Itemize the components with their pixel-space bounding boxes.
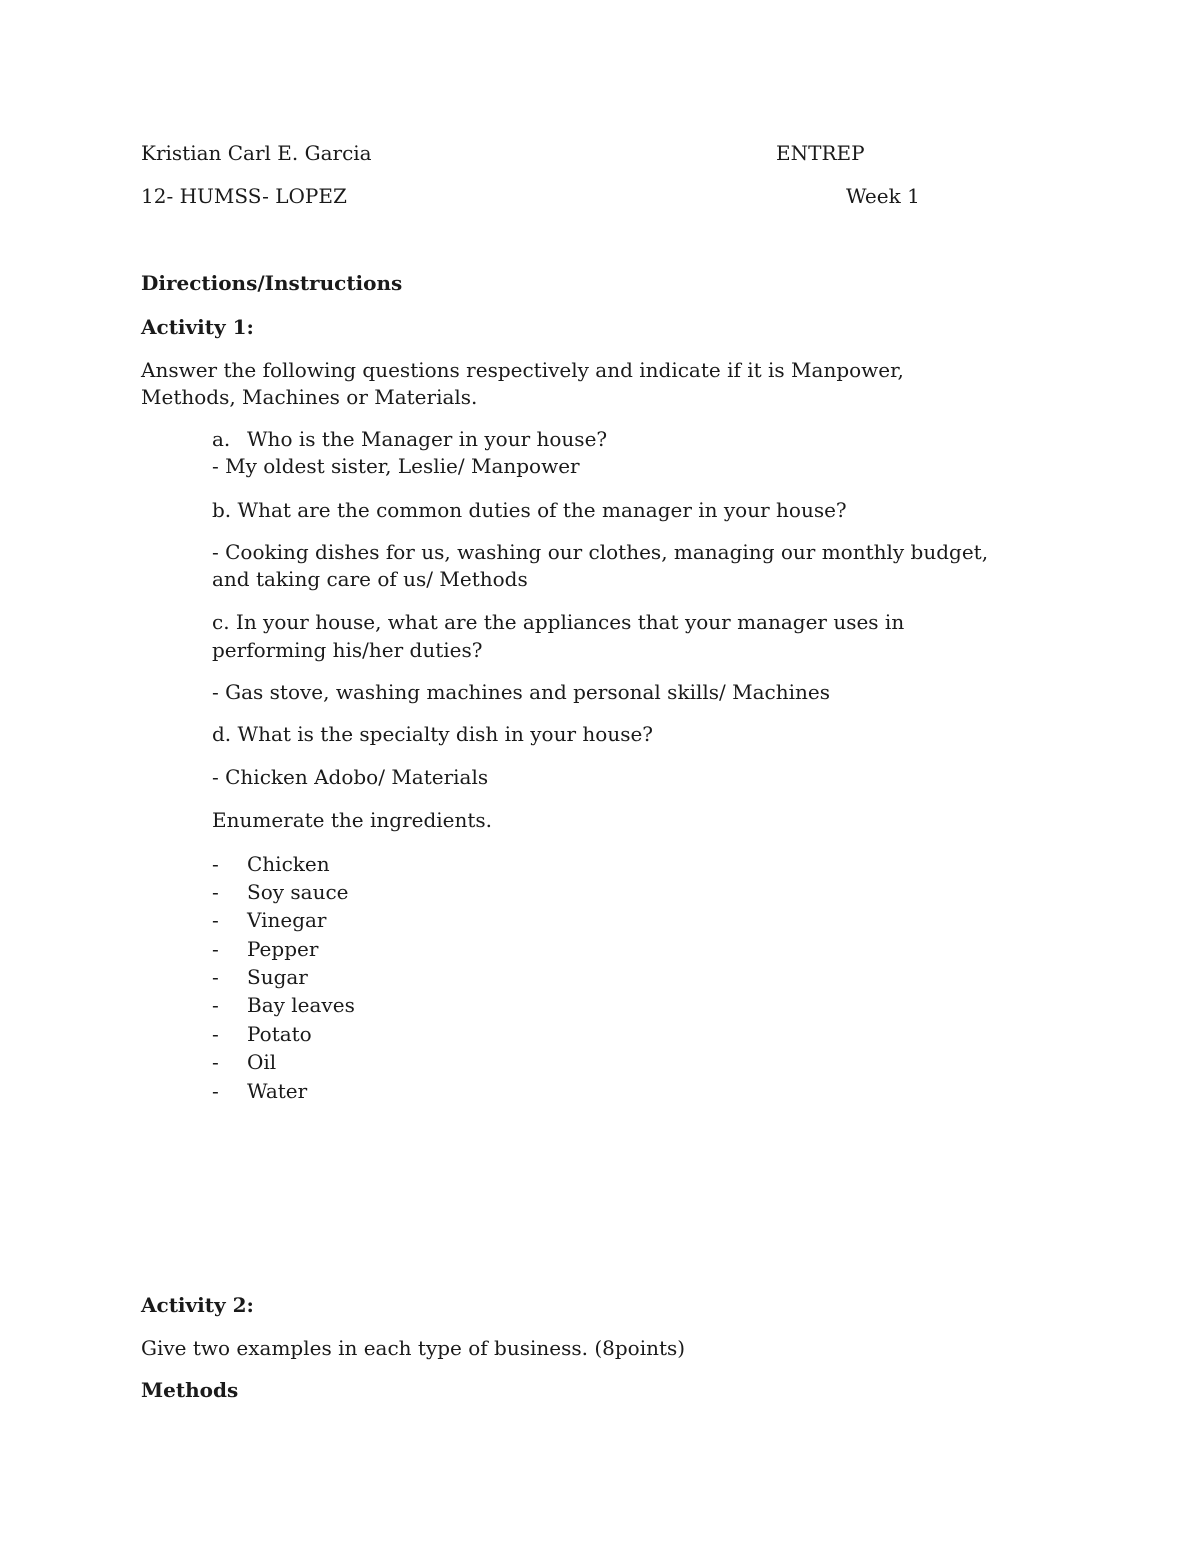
list-bullet: - — [212, 937, 219, 961]
question-d: d. What is the specialty dish in your house? — [212, 722, 654, 746]
student-name: Kristian Carl E. Garcia — [141, 141, 372, 165]
question-a: Who is the Manager in your house? — [247, 427, 608, 451]
list-bullet: - — [212, 852, 219, 876]
ingredient-item: Vinegar — [247, 908, 327, 932]
subject-label: ENTREP — [776, 141, 865, 165]
list-bullet: - — [212, 880, 219, 904]
question-b: b. What are the common duties of the manager in your house? — [212, 498, 847, 522]
question-c-line1: c. In your house, what are the appliances that your manager uses in — [212, 610, 905, 634]
question-c-line2: performing his/her duties? — [212, 638, 483, 662]
answer-d: - Chicken Adobo/ Materials — [212, 765, 489, 789]
directions-heading: Directions/Instructions — [141, 271, 403, 295]
list-bullet: - — [212, 1079, 219, 1103]
ingredient-item: Pepper — [247, 937, 319, 961]
activity2-instruction: Give two examples in each type of business. (8points) — [141, 1336, 686, 1360]
enumerate-label: Enumerate the ingredients. — [212, 808, 493, 832]
list-bullet: - — [212, 965, 219, 989]
activity2-heading: Activity 2: — [141, 1293, 254, 1317]
activity1-intro-line2: Methods, Machines or Materials. — [141, 385, 478, 409]
list-bullet: - — [212, 1050, 219, 1074]
week-label: Week 1 — [846, 184, 920, 208]
answer-c: - Gas stove, washing machines and personal skills/ Machines — [212, 680, 830, 704]
list-bullet: - — [212, 1022, 219, 1046]
ingredient-item: Potato — [247, 1022, 312, 1046]
activity1-intro-line1: Answer the following questions respectively and indicate if it is Manpower, — [141, 358, 904, 382]
section-label: 12- HUMSS- LOPEZ — [141, 184, 347, 208]
ingredient-item: Water — [247, 1079, 308, 1103]
ingredient-item: Chicken — [247, 852, 330, 876]
list-bullet: - — [212, 993, 219, 1017]
methods-heading: Methods — [141, 1378, 239, 1402]
answer-b-line1: - Cooking dishes for us, washing our clothes, managing our monthly budget, — [212, 540, 989, 564]
question-a-marker: a. — [212, 427, 231, 451]
list-bullet: - — [212, 908, 219, 932]
activity1-heading: Activity 1: — [141, 315, 254, 339]
ingredient-item: Soy sauce — [247, 880, 349, 904]
ingredient-item: Sugar — [247, 965, 308, 989]
ingredient-item: Oil — [247, 1050, 277, 1074]
ingredient-item: Bay leaves — [247, 993, 355, 1017]
answer-b-line2: and taking care of us/ Methods — [212, 567, 528, 591]
answer-a: - My oldest sister, Leslie/ Manpower — [212, 454, 580, 478]
